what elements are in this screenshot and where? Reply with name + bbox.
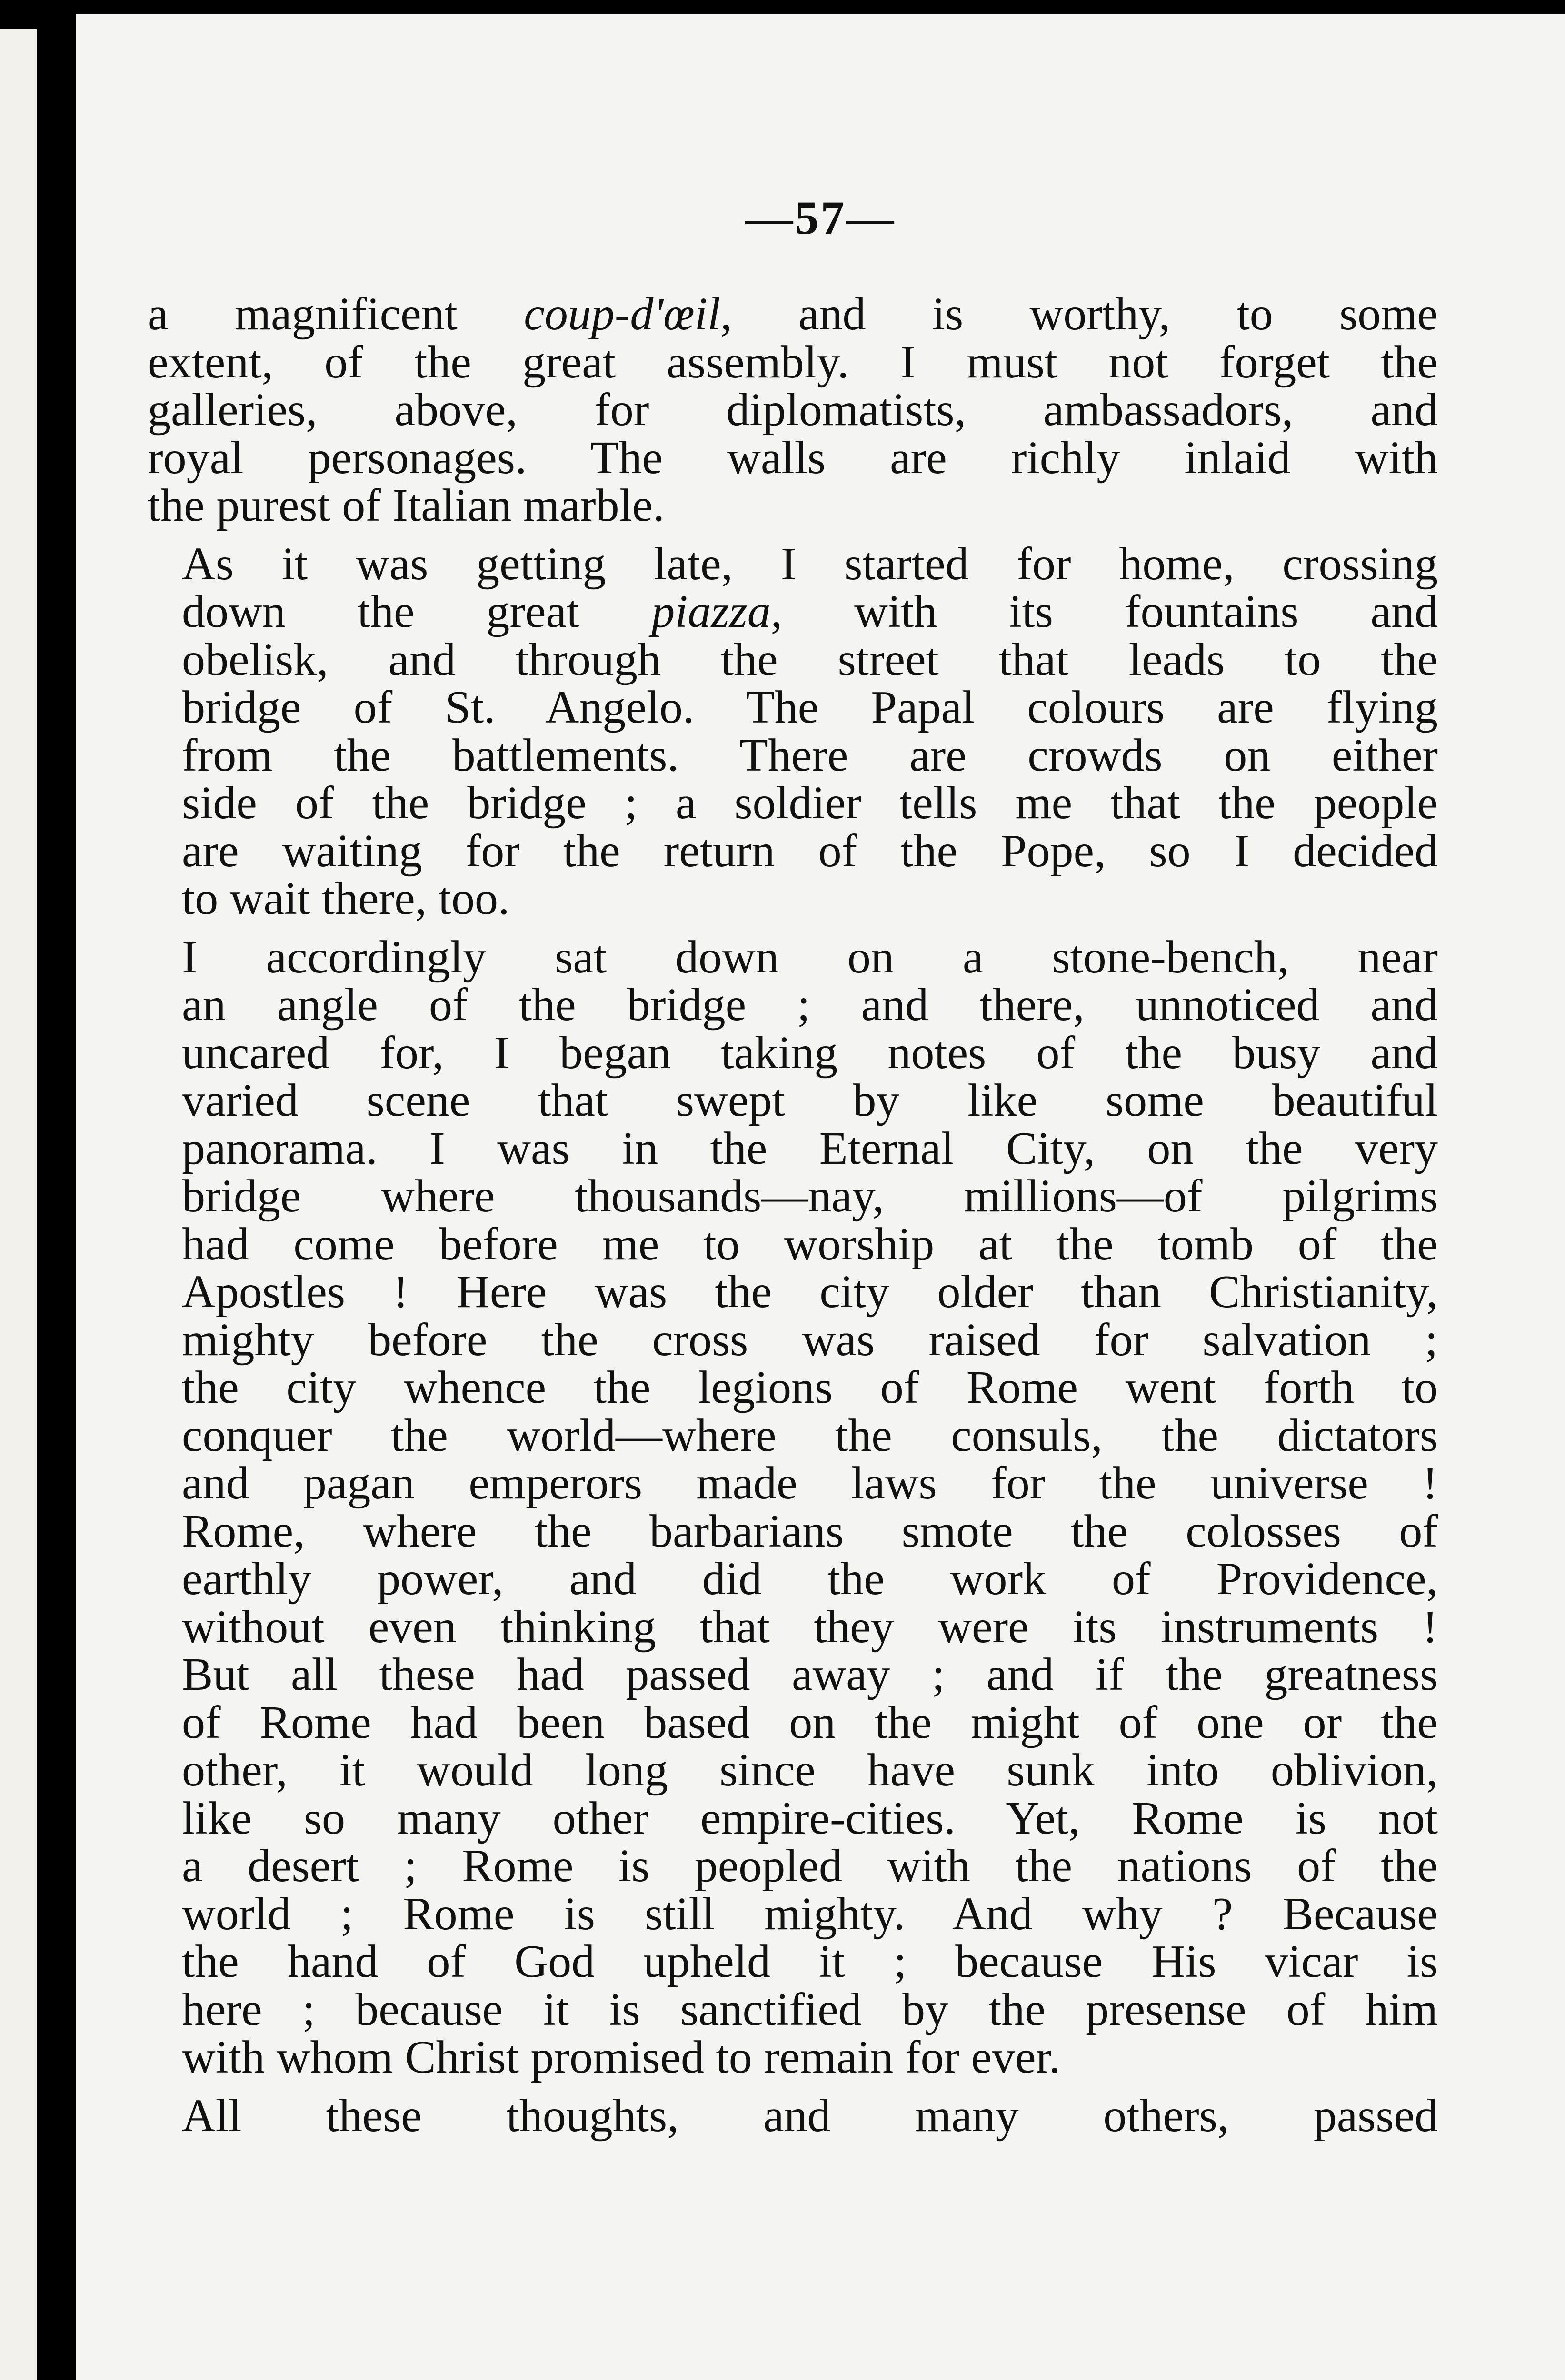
text-line	[148, 1890, 1438, 1938]
text-line	[148, 1651, 1438, 1699]
text-line	[148, 1983, 1438, 2035]
text-segment: had come before me to worship at the tomb of the	[182, 1218, 1438, 1270]
text-line	[148, 434, 1438, 482]
text-line	[148, 1938, 1438, 1986]
text-segment: extent, of the great assembly. I must not forget the	[148, 336, 1438, 388]
text-segment: All these thoughts, and many others, passed	[182, 2090, 1438, 2142]
text-line	[148, 1316, 1438, 1364]
text-line	[148, 1792, 1438, 1844]
text-segment: I accordingly sat down on a stone-bench, near	[182, 931, 1438, 983]
text-segment: mighty before the cross was raised for salvation ;	[182, 1314, 1438, 1366]
text-line	[148, 1746, 1438, 1795]
text-segment: and pagan emperors made laws for the universe !	[182, 1458, 1438, 1509]
body-text	[148, 290, 1438, 2140]
text-segment: are waiting for the return of the Pope, so I decided	[182, 825, 1438, 877]
text-segment: But all these had passed away ; and if the greatness	[182, 1649, 1438, 1700]
text-segment: uncared for, I began taking notes of the busy and	[182, 1027, 1438, 1079]
text-line	[148, 482, 1438, 530]
text-segment: down the great	[182, 586, 652, 637]
text-segment: bridge of St. Angelo. The Papal colours are flying	[182, 682, 1438, 733]
adjacent-page-edge	[0, 29, 37, 2380]
text-line	[148, 1696, 1438, 1748]
book-page	[76, 14, 1565, 2380]
text-line	[148, 1459, 1438, 1507]
text-line	[148, 1507, 1438, 1556]
italic-term: piazza	[651, 586, 771, 637]
text-segment: a desert ; Rome is peopled with the nations of the	[182, 1840, 1438, 1892]
text-line	[148, 588, 1438, 636]
text-line	[148, 1268, 1438, 1316]
text-line	[148, 1364, 1438, 1412]
text-line	[148, 827, 1438, 875]
text-segment: like so many other empire-cities. Yet, Rome is not	[182, 1792, 1438, 1844]
text-segment: of Rome had been based on the might of one or the	[182, 1696, 1438, 1748]
text-line	[148, 981, 1438, 1029]
text-segment: the hand of God upheld it ; because His vicar is	[182, 1936, 1438, 1987]
text-line	[148, 1220, 1438, 1269]
text-segment: panorama. I was in the Eternal City, on the very	[182, 1122, 1438, 1174]
text-segment: the purest of Italian marble.	[148, 480, 665, 531]
text-line	[148, 729, 1438, 781]
text-segment: bridge where thousands—nay, millions—of pilgrims	[182, 1170, 1438, 1222]
text-line	[148, 1842, 1438, 1890]
text-line	[148, 1172, 1438, 1220]
text-line	[148, 290, 1438, 338]
paragraph	[148, 2092, 1438, 2140]
text-line	[148, 1603, 1438, 1651]
text-line	[148, 933, 1438, 982]
text-segment: Apostles ! Here was the city older than Christianity,	[182, 1266, 1438, 1318]
text-line	[148, 2092, 1438, 2140]
scan-noise-specks	[76, 2232, 1565, 2380]
text-segment: the city whence the legions of Rome went forth to	[182, 1362, 1438, 1413]
text-segment: earthly power, and did the work of Providence,	[182, 1553, 1438, 1605]
text-segment: galleries, above, for diplomatists, ambassadors, and	[148, 384, 1438, 436]
text-segment: here ; because it is sanctified by the presense of him	[182, 1983, 1438, 2035]
text-line	[148, 684, 1438, 732]
text-segment: without even thinking that they were its instruments !	[182, 1601, 1438, 1653]
text-segment: an angle of the bridge ; and there, unnoticed and	[182, 979, 1438, 1031]
page-number: —57—	[745, 191, 896, 244]
text-line	[148, 1029, 1438, 1077]
text-line	[148, 338, 1438, 387]
text-line	[148, 875, 1438, 923]
text-segment: conquer the world—where the consuls, the dictators	[182, 1409, 1438, 1461]
text-segment: to wait there, too.	[182, 873, 510, 924]
text-line	[148, 1122, 1438, 1174]
paragraph	[148, 933, 1438, 2082]
text-segment: , with its fountains and	[770, 586, 1438, 637]
text-segment: with whom Christ promised to remain for ever.	[182, 2032, 1061, 2083]
text-segment: a magnificent	[148, 288, 524, 340]
text-line	[148, 2033, 1438, 2082]
text-segment: side of the bridge ; a soldier tells me that the people	[182, 777, 1438, 829]
italic-term: coup-d'œil	[524, 288, 721, 340]
text-segment: from the battlements. There are crowds on either	[182, 729, 1438, 781]
text-line	[148, 779, 1438, 827]
text-line	[148, 540, 1438, 588]
text-line	[148, 1555, 1438, 1603]
paragraph	[148, 540, 1438, 923]
paragraph	[148, 290, 1438, 530]
text-line	[148, 1409, 1438, 1461]
text-line	[148, 636, 1438, 684]
text-line	[148, 386, 1438, 434]
text-segment: Rome, where the barbarians smote the colosses of	[182, 1505, 1438, 1557]
text-line	[148, 1077, 1438, 1125]
text-segment: As it was getting late, I started for home, crossing	[182, 538, 1438, 590]
text-segment: world ; Rome is still mighty. And why ? Because	[182, 1888, 1438, 1940]
text-segment: varied scene that swept by like some beautiful	[182, 1075, 1438, 1126]
text-segment: obelisk, and through the street that leads to the	[182, 634, 1438, 685]
text-segment: , and is worthy, to some	[720, 288, 1438, 340]
text-segment: royal personages. The walls are richly inlaid with	[148, 432, 1438, 484]
text-segment: other, it would long since have sunk into oblivion,	[182, 1745, 1438, 1796]
